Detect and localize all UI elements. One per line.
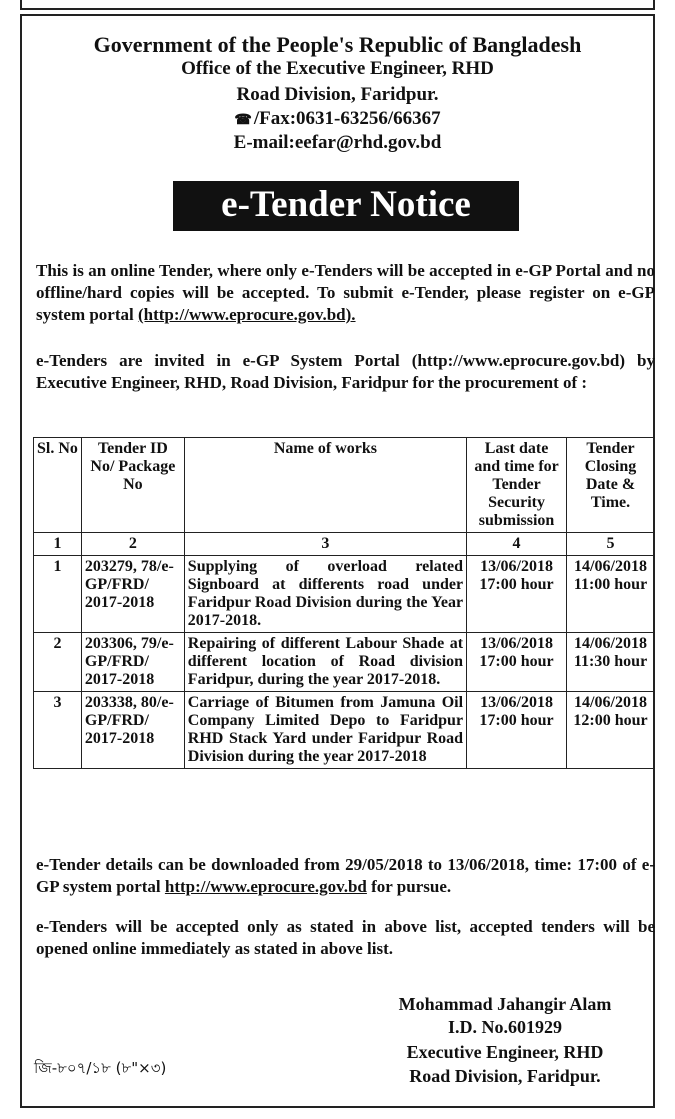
signatory-office: Road Division, Faridpur. [409, 1066, 601, 1086]
header-email: E-mail:eefar@rhd.gov.bd [233, 132, 442, 153]
telephone-icon: ☎ [234, 113, 252, 128]
table-header-row [34, 438, 655, 533]
row-closing-date: 14/06/2018 11:30 hour [567, 633, 655, 692]
intro-portal-link[interactable]: (http://www.eprocure.gov.bd). [137, 305, 356, 324]
tender-table [33, 437, 655, 769]
row-tender-id: 203279, 78/e-GP/FRD/ 2017-2018 [81, 556, 184, 633]
table-row [34, 692, 655, 769]
table-number-row [34, 533, 655, 556]
acceptance-paragraph: e-Tenders will be accepted only as stated in above list, accepted tenders will be opened online immediately as stated in above list. [36, 917, 655, 958]
header-government: Government of the People's Republic of Bangladesh [93, 32, 582, 57]
header-name-of-works: Name of works [184, 438, 466, 533]
header-closing-date: Tender Closing Date & Time. [567, 438, 655, 533]
intro-paragraph [36, 260, 655, 326]
header-office: Office of the Executive Engineer, RHD [181, 58, 494, 79]
row-sl: 1 [34, 556, 82, 633]
header-phone [20, 108, 655, 130]
col-number: 3 [184, 533, 466, 556]
row-tender-id: 203306, 79/e-GP/FRD/ 2017-2018 [81, 633, 184, 692]
row-security-date: 13/06/2018 17:00 hour [467, 692, 567, 769]
signatory-id: I.D. No.601929 [447, 1017, 562, 1037]
details-portal-link[interactable]: http://www.eprocure.gov.bd [164, 877, 367, 896]
details-paragraph [36, 854, 655, 898]
row-tender-id: 203338, 80/e-GP/FRD/ 2017-2018 [81, 692, 184, 769]
invitation-paragraph: e-Tenders are invited in e-GP System Portal (http://www.eprocure.gov.bd) by Executive Engineer, RHD, Road Division, Faridpur for the procurement of : [36, 351, 655, 392]
intro-text: This is an online Tender, where only e-Tenders will be accepted in e-GP Portal and no offline/hard copies will be accepted. To submit e-Tender, please register on e-GP system portal [36, 261, 655, 324]
row-sl: 2 [34, 633, 82, 692]
memo-reference: জি-৮০৭/১৮ (৮"×৩) [34, 1059, 167, 1077]
signatory-title: Executive Engineer, RHD [406, 1042, 604, 1062]
header-tender-id: Tender ID No/ Package No [81, 438, 184, 533]
col-number: 5 [567, 533, 655, 556]
top-border [20, 0, 655, 10]
table-row [34, 556, 655, 633]
header-division: Road Division, Faridpur. [236, 84, 439, 105]
row-work: Supplying of overload related Signboard at differents road under Faridpur Road Division during the Year 2017-2018. [184, 556, 466, 633]
row-work: Carriage of Bitumen from Jamuna Oil Company Limited Depo to Faridpur RHD Stack Yard under Faridpur Road Division during the year 2017-2018 [184, 692, 466, 769]
row-sl: 3 [34, 692, 82, 769]
table-row [34, 633, 655, 692]
signatory-name: Mohammad Jahangir Alam [398, 994, 612, 1014]
col-number: 4 [467, 533, 567, 556]
row-work: Repairing of different Labour Shade at different location of Road division Faridpur, during the year 2017-2018. [184, 633, 466, 692]
header-sl: Sl. No [34, 438, 82, 533]
row-closing-date: 14/06/2018 12:00 hour [567, 692, 655, 769]
row-closing-date: 14/06/2018 11:00 hour [567, 556, 655, 633]
details-text: e-Tender details can be downloaded from 29/05/2018 to 13/06/2018, time: 17:00 of e-GP system portal [36, 855, 655, 896]
phone-fax-text: /Fax:0631-63256/66367 [253, 108, 441, 129]
details-tail: for pursue. [366, 877, 452, 896]
notice-title-banner: e-Tender Notice [173, 181, 519, 231]
row-security-date: 13/06/2018 17:00 hour [467, 633, 567, 692]
header-security-date: Last date and time for Tender Security submission [467, 438, 567, 533]
row-security-date: 13/06/2018 17:00 hour [467, 556, 567, 633]
col-number: 1 [34, 533, 82, 556]
col-number: 2 [81, 533, 184, 556]
